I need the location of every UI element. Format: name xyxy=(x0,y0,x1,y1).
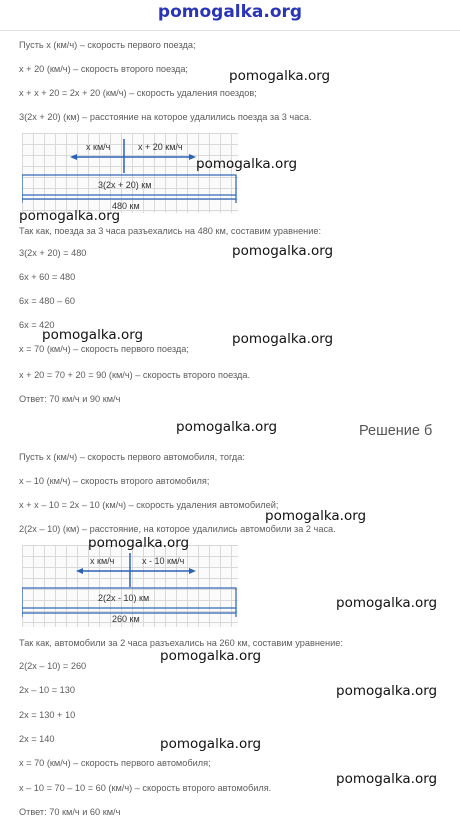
left-arrowhead xyxy=(76,568,83,574)
part-a-eq-2: 6x + 60 = 480 xyxy=(19,272,76,282)
part-a-line-5: Так как, поезда за 3 часа разъехались на 480 км, составим уравнение: xyxy=(19,226,322,236)
part-b-answer: Ответ: 70 км/ч и 60 км/ч xyxy=(19,807,121,817)
part-b-eq-5: x = 70 (км/ч) – скорость первого автомобиля; xyxy=(19,758,211,768)
left-speed-label: x км/ч xyxy=(86,142,111,152)
part-b-eq-6: x – 10 = 70 – 10 = 60 (км/ч) – скорость второго автомобиля. xyxy=(19,783,272,793)
watermark: pomogalka.org xyxy=(336,771,438,787)
watermark: pomogalka.org xyxy=(160,648,262,664)
part-b-line-4: 2(2x – 10) (км) – расстояние, на которое удалились автомобили за 2 часа. xyxy=(19,524,336,534)
watermark: pomogalka.org xyxy=(88,535,190,551)
part-a-line-3: x + x + 20 = 2x + 20 (км/ч) – скорость удаления поездов; xyxy=(19,88,257,98)
watermark: pomogalka.org xyxy=(196,156,298,172)
left-speed-label: x км/ч xyxy=(90,556,115,566)
header-divider xyxy=(0,30,460,31)
part-b-diagram xyxy=(22,545,238,627)
part-a-diagram xyxy=(22,133,238,213)
watermark: pomogalka.org xyxy=(265,508,367,524)
part-a-answer: Ответ: 70 км/ч и 90 км/ч xyxy=(19,394,121,404)
part-b-line-2: x – 10 (км/ч) – скорость второго автомобиля; xyxy=(19,476,210,486)
site-header[interactable]: pomogalka.org xyxy=(157,2,303,22)
watermark: pomogalka.org xyxy=(336,595,438,611)
part-b-line-5: Так как, автомобили за 2 часа разъехались на 260 км, составим уравнение: xyxy=(19,638,343,648)
part-a-line-4: 3(2x + 20) (км) – расстояние на которое удалились поезда за 3 часа. xyxy=(19,112,312,122)
watermark: pomogalka.org xyxy=(336,683,438,699)
right-arrowhead xyxy=(189,154,196,160)
part-a-eq-3: 6x = 480 – 60 xyxy=(19,296,75,306)
watermark: pomogalka.org xyxy=(19,208,121,224)
part-a-line-2: x + 20 (км/ч) – скорость второго поезда; xyxy=(19,64,188,74)
watermark: pomogalka.org xyxy=(232,243,334,259)
right-speed-label: x + 20 км/ч xyxy=(138,142,183,152)
total-distance-label: 260 км xyxy=(112,614,140,624)
watermark: pomogalka.org xyxy=(160,736,262,752)
right-arrowhead xyxy=(189,568,196,574)
part-a-line-1: Пусть x (км/ч) – скорость первого поезда; xyxy=(19,40,196,50)
part-b-eq-1: 2(2x – 10) = 260 xyxy=(19,661,87,671)
right-speed-label: x - 10 км/ч xyxy=(142,556,185,566)
part-b-eq-4: 2x = 140 xyxy=(19,734,55,744)
left-arrowhead xyxy=(70,154,77,160)
part-a-eq-6: x + 20 = 70 + 20 = 90 (км/ч) – скорость второго поезда. xyxy=(19,370,251,380)
total-distance-label: 480 км xyxy=(112,201,140,211)
watermark: pomogalka.org xyxy=(176,419,278,435)
watermark: pomogalka.org xyxy=(232,331,334,347)
part-b-line-1: Пусть x (км/ч) – скорость первого автомобиля, тогда: xyxy=(19,452,245,462)
part-b-eq-2: 2x – 10 = 130 xyxy=(19,685,75,695)
distance-expression-label: 2(2x - 10) км xyxy=(98,593,150,603)
watermark: pomogalka.org xyxy=(42,327,144,343)
part-a-eq-1: 3(2x + 20) = 480 xyxy=(19,248,87,258)
part-a-eq-4: 6x = 420 xyxy=(19,320,55,330)
part-b-eq-3: 2x = 130 + 10 xyxy=(19,710,76,720)
part-a-eq-5: x = 70 (км/ч) – скорость первого поезда; xyxy=(19,344,189,354)
watermark: pomogalka.org xyxy=(229,68,331,84)
part-b-line-3: x + x – 10 = 2x – 10 (км/ч) – скорость удаления автомобилей; xyxy=(19,500,279,510)
distance-expression-label: 3(2x + 20) км xyxy=(98,180,152,190)
part-b-heading: Решение б xyxy=(359,423,433,439)
